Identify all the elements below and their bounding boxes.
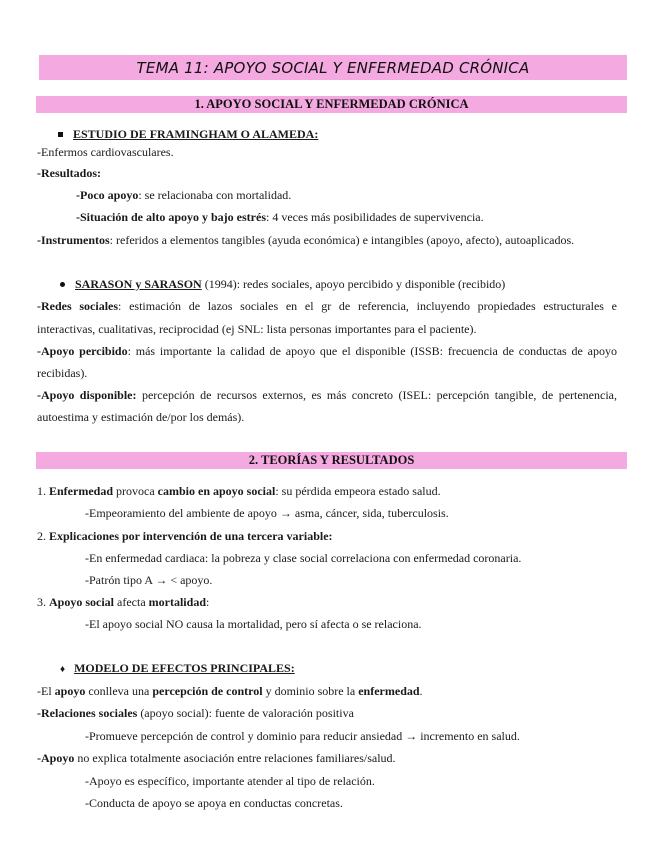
sarason-heading: SARASON y SARASON (75, 277, 202, 291)
item-2-bold: Explicaciones por intervención de una tercera variable: (49, 529, 333, 543)
alto-apoyo-label: -Situación de alto apoyo y bajo estrés (76, 210, 266, 224)
section-1-title: 1. APOYO SOCIAL Y ENFERMEDAD CRÓNICA (194, 97, 469, 111)
disponible-text-1: percepción de recursos externos, es más concreto (ISEL: percepción tangible, de pertenencia, (136, 388, 617, 402)
item-3-sub: -El apoyo social NO causa la mortalidad, pero sí afecta o se relaciona. (85, 617, 422, 631)
m2-bold: -Relaciones sociales (37, 706, 138, 720)
poco-apoyo-text: : se relacionaba con mortalidad. (138, 188, 292, 202)
item-3-bold-2: mortalidad (148, 595, 206, 609)
m2-text: (apoyo social): fuente de valoración positiva (137, 706, 354, 720)
modelo-line-2 (37, 706, 354, 720)
alto-apoyo-line (76, 210, 484, 224)
item-3-bold-1: Apoyo social (49, 595, 115, 609)
item-1-number: 1. (37, 484, 49, 498)
item-1-line (37, 484, 441, 498)
m1-text-2: conlleva una (85, 684, 153, 698)
redes-label: -Redes sociales (37, 299, 119, 313)
sarason-line (60, 277, 505, 291)
section-2-header (36, 452, 627, 469)
m1-bold-3: enfermedad (358, 684, 420, 698)
item-1-bold-1: Enfermedad (49, 484, 113, 498)
disponible-line-2: autoestima y estimación de/por los demás). (37, 410, 245, 424)
redes-line-2: interactivas, cualitativas, reciprocidad (ej SNL: lista personas importantes para el paciente). (37, 322, 477, 336)
alto-apoyo-text: : 4 veces más posibilidades de supervivencia. (266, 210, 484, 224)
item-2-number: 2. (37, 529, 49, 543)
m3-bold: -Apoyo (37, 751, 75, 765)
item-1-bold-2: cambio en apoyo social (157, 484, 276, 498)
modelo-line-3-sub-1: -Apoyo es específico, importante atender al tipo de relación. (85, 774, 375, 788)
m1-text-4: . (419, 684, 423, 698)
enfermos-line: -Enfermos cardiovasculares. (37, 145, 174, 159)
modelo-heading: MODELO DE EFECTOS PRINCIPALES: (74, 661, 295, 675)
percibido-line-1 (37, 344, 617, 358)
m1-bold-2: percepción de control (152, 684, 263, 698)
instrumentos-label: -Instrumentos (37, 233, 110, 247)
main-title: TEMA 11: APOYO SOCIAL Y ENFERMEDAD CRÓNICA (136, 58, 530, 77)
sarason-text: (1994): redes sociales, apoyo percibido y disponible (recibido) (201, 277, 506, 291)
redes-line-1 (37, 299, 617, 313)
modelo-line-3 (37, 751, 396, 765)
item-1-text-2: : su pérdida empeora estado salud. (275, 484, 441, 498)
disponible-line-1 (37, 388, 617, 402)
main-title-banner (39, 55, 627, 80)
section-1-header (36, 96, 627, 113)
percibido-text-1: : más importante la calidad de apoyo que el disponible (ISSB: frecuencia de conductas de apoyo (127, 344, 617, 358)
item-1-sub: -Empeoramiento del ambiente de apoyo → asma, cáncer, sida, tuberculosis. (85, 506, 449, 520)
section-2-title: 2. TEORÍAS Y RESULTADOS (248, 453, 415, 467)
item-3-line (37, 595, 209, 609)
poco-apoyo-label: -Poco apoyo (76, 188, 139, 202)
round-bullet-icon (60, 282, 65, 287)
item-2-line (37, 529, 333, 543)
item-2-sub-2: -Patrón tipo A → < apoyo. (85, 573, 213, 587)
diamond-bullet-icon: ♦ (60, 664, 66, 675)
m3-text: no explica totalmente asociación entre relaciones familiares/salud. (74, 751, 396, 765)
framingham-heading: ESTUDIO DE FRAMINGHAM O ALAMEDA: (73, 127, 319, 141)
modelo-line-2-sub: -Promueve percepción de control y dominio para reducir ansiedad → incremento en salud. (85, 729, 520, 743)
framingham-heading-line (58, 127, 318, 141)
percibido-line-2: recibidas). (37, 366, 88, 380)
item-3-text-1: afecta (114, 595, 149, 609)
instrumentos-line (37, 233, 574, 247)
m1-bold-1: apoyo (54, 684, 86, 698)
redes-text-1: : estimación de lazos sociales en el gr de referencia, incluyendo propiedades estructurales e (118, 299, 617, 313)
square-bullet-icon (58, 132, 63, 137)
modelo-line-3-sub-2: -Conducta de apoyo se apoya en conductas concretas. (85, 796, 343, 810)
instrumentos-text: : referidos a elementos tangibles (ayuda económica) e intangibles (apoyo, afecto), autoaplicados. (109, 233, 575, 247)
modelo-line-1 (37, 684, 423, 698)
item-3-text-2: : (206, 595, 210, 609)
resultados-label: -Resultados: (37, 166, 102, 180)
item-2-sub-1: -En enfermedad cardiaca: la pobreza y clase social correlaciona con enfermedad coronaria. (85, 551, 522, 565)
m1-text-3: y dominio sobre la (262, 684, 359, 698)
item-3-number: 3. (37, 595, 49, 609)
poco-apoyo-line (76, 188, 291, 202)
item-1-text-1: provoca (113, 484, 158, 498)
disponible-label: -Apoyo disponible: (37, 388, 137, 402)
modelo-heading-line (60, 661, 295, 677)
m1-text-1: -El (37, 684, 55, 698)
percibido-label: -Apoyo percibido (37, 344, 128, 358)
